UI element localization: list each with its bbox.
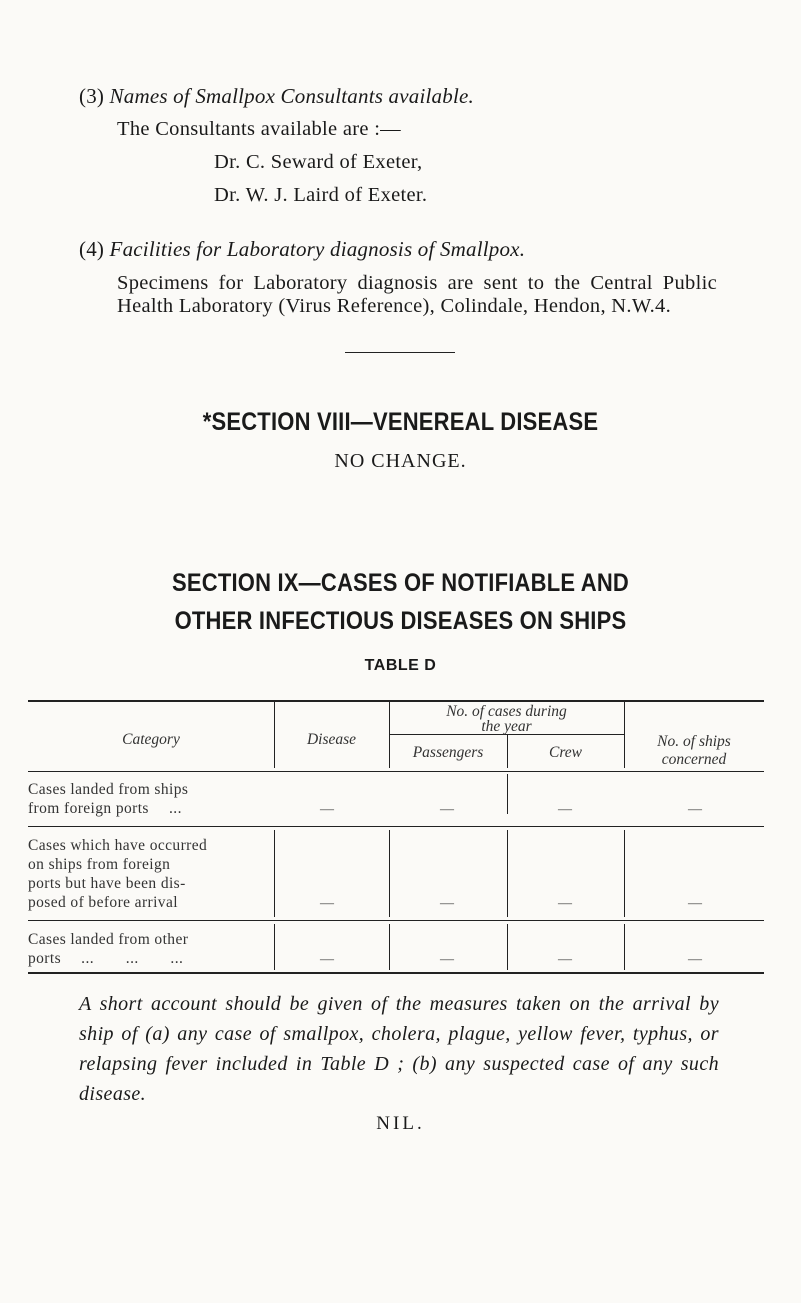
- row1-crew: —: [558, 802, 572, 817]
- row1-category-line2: from foreign ports ...: [28, 800, 182, 817]
- row2-ships: —: [688, 896, 702, 911]
- header-category: Category: [122, 731, 180, 748]
- section9-heading-line2: OTHER INFECTIOUS DISEASES ON SHIPS: [174, 606, 627, 635]
- header-cases-line2: the year: [481, 718, 532, 735]
- consultant-2: Dr. W. J. Laird of Exeter.: [214, 184, 428, 206]
- row2-disease: —: [320, 896, 334, 911]
- item4-number: (4): [79, 237, 105, 261]
- item4-heading: [79, 237, 525, 262]
- item3-number: (3): [79, 84, 105, 108]
- section8-note: NO CHANGE.: [334, 450, 467, 472]
- table-title: TABLE D: [364, 657, 437, 674]
- closing-paragraph: A short account should be given of the measures taken on the arrival by ship of (a) any case of smallpox, cholera, plague, yellow fever, typhus, or relapsing fever included in Table D ; (b) any suspected case of any such disease.: [79, 993, 719, 1105]
- row1-passengers: —: [440, 802, 454, 817]
- row3-category-line2: ports ... ... ...: [28, 950, 184, 967]
- closing-result: NIL.: [376, 1113, 425, 1134]
- section9-heading-line1: SECTION IX—CASES OF NOTIFIABLE AND: [171, 568, 629, 597]
- item3-heading: [79, 84, 474, 109]
- item4-body: Specimens for Laboratory diagnosis are sent to the Central Public Health Laboratory (Virus Reference), Colindale, Hendon, N.W.4.: [117, 272, 717, 317]
- header-passengers: Passengers: [412, 744, 484, 761]
- consultant-1: Dr. C. Seward of Exeter,: [214, 151, 423, 173]
- row2-category-line1: Cases which have occurred: [28, 837, 208, 854]
- section-divider: [345, 352, 455, 353]
- header-cases-line1: No. of cases during: [446, 703, 567, 720]
- item3-title: Names of Smallpox Consultants available.: [109, 84, 474, 108]
- header-ships-line1: No. of ships: [657, 733, 731, 750]
- row2-passengers: —: [440, 896, 454, 911]
- row3-disease: —: [320, 952, 334, 967]
- header-disease: Disease: [306, 731, 357, 748]
- row3-passengers: —: [440, 952, 454, 967]
- row2-category-line4: posed of before arrival: [28, 894, 178, 911]
- row2-category-line3: ports but have been dis-: [28, 875, 186, 892]
- row1-disease: —: [320, 802, 334, 817]
- item3-intro: The Consultants available are :—: [117, 118, 401, 140]
- section8-heading: *SECTION VIII—VENEREAL DISEASE: [202, 407, 599, 436]
- row3-category-line1: Cases landed from other: [28, 931, 189, 948]
- header-ships-line2: concerned: [661, 751, 727, 768]
- header-crew: Crew: [548, 744, 582, 761]
- row2-crew: —: [558, 896, 572, 911]
- row1-ships: —: [688, 802, 702, 817]
- row3-ships: —: [688, 952, 702, 967]
- row2-category-line2: on ships from foreign: [28, 856, 171, 873]
- item4-title: Facilities for Laboratory diagnosis of Smallpox.: [109, 237, 526, 261]
- row3-crew: —: [558, 952, 572, 967]
- row1-category-line1: Cases landed from ships: [28, 781, 189, 798]
